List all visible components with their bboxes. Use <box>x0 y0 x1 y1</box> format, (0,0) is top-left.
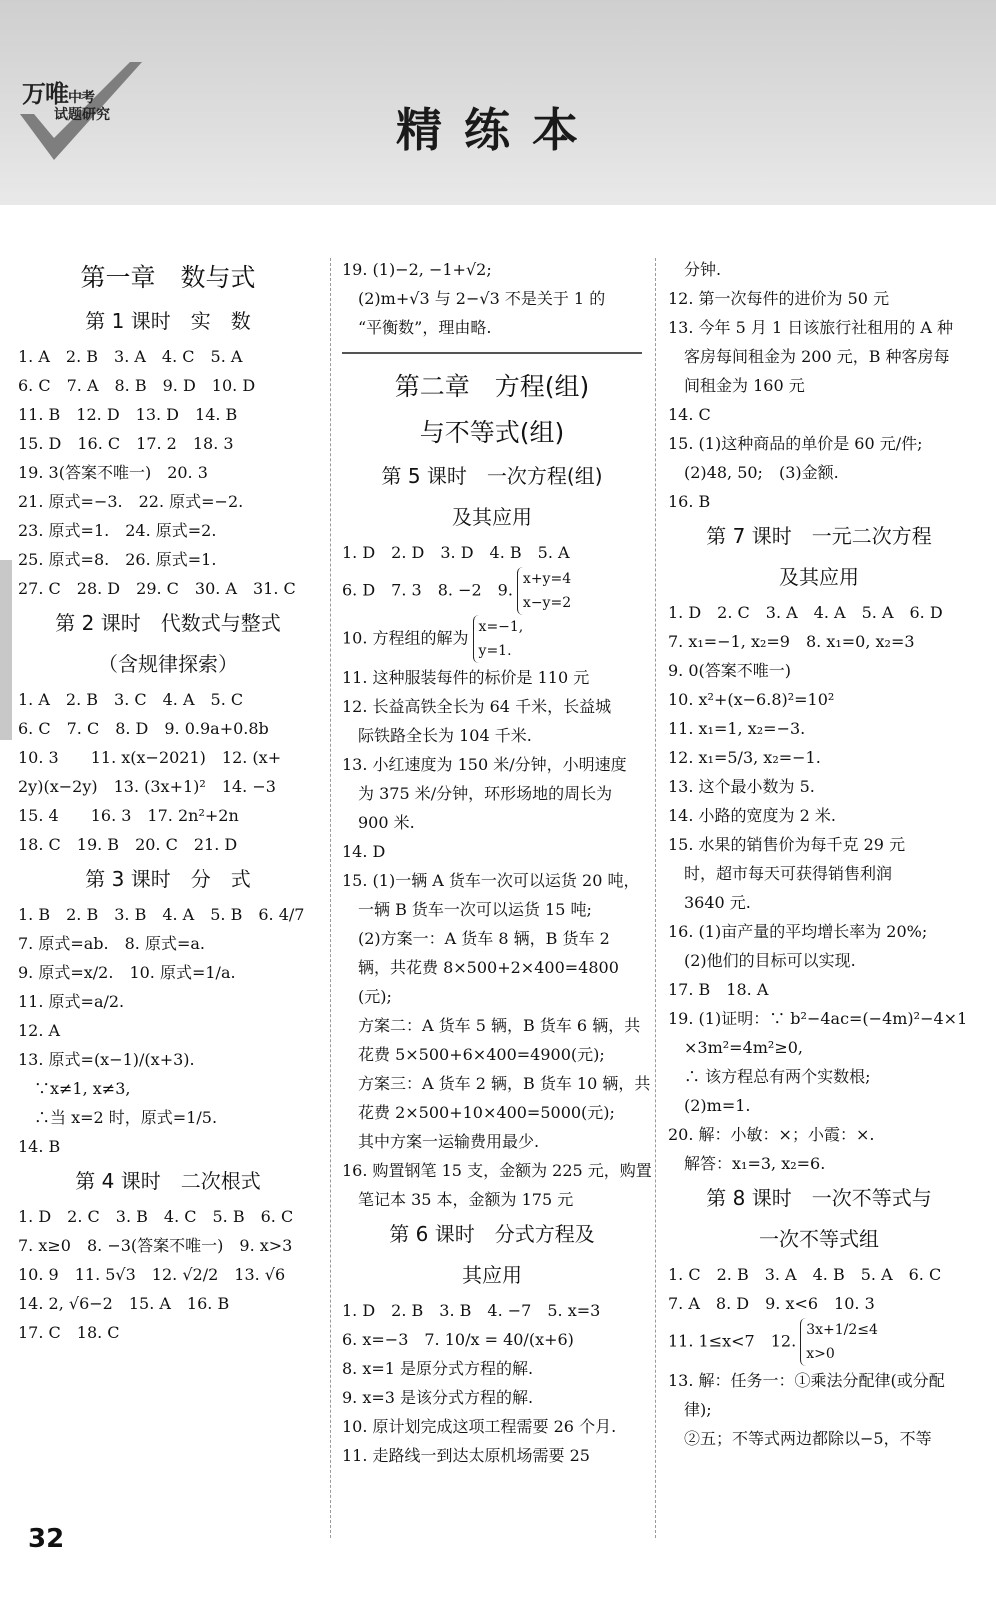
answer-line: 16. B <box>668 492 711 511</box>
logo-brand: 万唯 <box>22 80 68 108</box>
answer-line: 1. B 2. B 3. B 4. A 5. B 6. 4/7 <box>18 905 305 924</box>
answer-line: 1. A 2. B 3. A 4. C 5. A <box>18 347 243 366</box>
chapter-heading: 第一章 数与式 <box>80 263 256 292</box>
lesson-heading: 及其应用 <box>452 505 532 529</box>
lesson-heading: （含规律探索） <box>98 652 238 676</box>
answer-line: 18. C 19. B 20. C 21. D <box>18 835 238 854</box>
answer-column-1 <box>18 255 318 1347</box>
answer-line: 花费 5×500+6×400=4900(元); <box>342 1045 605 1064</box>
answer-line: 1. C 2. B 3. A 4. B 5. A 6. C <box>668 1265 942 1284</box>
answer-line: 间租金为 160 元 <box>668 376 805 395</box>
answer-line: 11. B 12. D 13. D 14. B <box>18 405 238 424</box>
equation-row: x−y=2 <box>522 595 572 611</box>
answer-line: 13. 今年 5 月 1 日该旅行社租用的 A 种 <box>668 318 953 337</box>
answer-line: 时，超市每天可获得销售利润 <box>668 864 893 883</box>
answer-line: 900 米. <box>342 813 415 832</box>
answer-line: 1. D 2. B 3. B 4. −7 5. x=3 <box>342 1301 601 1320</box>
answer-line: 12. A <box>18 1021 61 1040</box>
answer-line: 8. x=1 是原分式方程的解. <box>342 1359 534 1378</box>
answer-line: 3640 元. <box>668 893 751 912</box>
answer-line: 7. x≥0 8. −3(答案不唯一) 9. x>3 <box>18 1236 293 1255</box>
answer-line: 19. (1)证明：∵ b²−4ac=(−4m)²−4×1 <box>668 1009 968 1028</box>
lesson-heading: 第 8 课时 一次不等式与 <box>706 1186 932 1210</box>
chapter-heading: 第二章 方程(组) <box>394 372 590 401</box>
column-divider <box>655 258 657 1538</box>
logo-sub: 中考 <box>68 90 94 106</box>
answer-line: 15. (1)一辆 A 货车一次可以运货 20 吨， <box>342 871 640 890</box>
answer-line: (2)他们的目标可以实现. <box>668 951 856 970</box>
answer-line: 12. x₁=5/3, x₂=−1. <box>668 748 821 767</box>
answer-line: 15. 4 16. 3 17. 2n²+2n <box>18 806 239 825</box>
answer-line: ∴ 该方程总有两个实数根; <box>668 1067 871 1086</box>
answer-line: 律); <box>668 1400 712 1419</box>
equation-system <box>517 567 571 615</box>
answer-line: 7. 原式=ab. 8. 原式=a. <box>18 934 206 953</box>
answer-column-3 <box>668 255 970 1453</box>
answer-line: 25. 原式=8. 26. 原式=1. <box>18 550 217 569</box>
answer-line: 9. 原式=x/2. 10. 原式=1/a. <box>18 963 236 982</box>
equation-row: 3x+1/2≤4 <box>806 1322 878 1338</box>
lesson-heading: 第 5 课时 一次方程(组) <box>381 464 603 488</box>
answer-line: 1. D 2. D 3. D 4. B 5. A <box>342 543 570 562</box>
answer-line: 6. C 7. C 8. D 9. 0.9a+0.8b <box>18 719 269 738</box>
answer-line: 14. C <box>668 405 711 424</box>
answer-line: 12. 长益高铁全长为 64 千米，长益城 <box>342 697 612 716</box>
answer-line: 13. 解：任务一：①乘法分配律(或分配 <box>668 1371 945 1390</box>
answer-text: 10. 方程组的解为 <box>342 628 469 648</box>
answer-line <box>342 615 642 663</box>
answer-line <box>342 567 642 615</box>
answer-line: 15. (1)这种商品的单价是 60 元/件; <box>668 434 923 453</box>
answer-line: 12. 第一次每件的进价为 50 元 <box>668 289 890 308</box>
answer-line: 6. C 7. A 8. B 9. D 10. D <box>18 376 256 395</box>
answer-line: 11. x₁=1, x₂=−3. <box>668 719 806 738</box>
lesson-heading: 第 3 课时 分 式 <box>85 867 251 891</box>
lesson-heading: 其应用 <box>462 1263 522 1287</box>
answer-line: 10. x²+(x−6.8)²=10² <box>668 690 835 709</box>
answer-line: 13. 这个最小数为 5. <box>668 777 815 796</box>
answer-line: 27. C 28. D 29. C 30. A 31. C <box>18 579 296 598</box>
answer-line: 为 375 米/分钟，环形场地的周长为 <box>342 784 613 803</box>
answer-line: 14. 小路的宽度为 2 米. <box>668 806 836 825</box>
equation-row: x>0 <box>806 1346 835 1362</box>
equation-system <box>473 615 524 663</box>
page-header <box>0 0 996 205</box>
answer-text: 6. D 7. 3 8. −2 9. <box>342 580 513 600</box>
answer-line: 10. 3 11. x(x−2021) 12. (x+ <box>18 748 282 767</box>
answer-line: 16. 购置钢笔 15 支，金额为 225 元，购置 <box>342 1161 652 1180</box>
page-number: 32 <box>28 1524 65 1554</box>
answer-line: “平衡数”，理由略. <box>342 318 492 337</box>
equation-row: y=1. <box>478 643 512 659</box>
chapter-heading: 与不等式(组) <box>419 418 565 447</box>
answer-line: (元); <box>342 987 392 1006</box>
answer-line: 15. D 16. C 17. 2 18. 3 <box>18 434 234 453</box>
answer-line: 其中方案一运输费用最少. <box>342 1132 540 1151</box>
equation-row: x+y=4 <box>522 571 572 587</box>
answer-line: 14. B <box>18 1137 61 1156</box>
answer-line: ∴当 x=2 时，原式=1/5. <box>18 1108 218 1127</box>
equation-row: x=−1, <box>478 619 524 635</box>
answer-line: 9. x=3 是该分式方程的解. <box>342 1388 534 1407</box>
answer-line: 花费 2×500+10×400=5000(元); <box>342 1103 615 1122</box>
answer-line: 方案三：A 货车 2 辆，B 货车 10 辆，共 <box>342 1074 651 1093</box>
answer-line: 9. 0(答案不唯一) <box>668 661 792 680</box>
answer-line: 13. 小红速度为 150 米/分钟，小明速度 <box>342 755 627 774</box>
answer-line: (2)m=1. <box>668 1096 751 1115</box>
answer-line: 15. 水果的销售价为每千克 29 元 <box>668 835 906 854</box>
equation-system <box>800 1318 878 1366</box>
answer-line: ②五；不等式两边都除以−5，不等 <box>668 1429 932 1448</box>
lesson-heading: 第 1 课时 实 数 <box>85 309 251 333</box>
answer-line: 21. 原式=−3. 22. 原式=−2. <box>18 492 244 511</box>
logo-tagline: 试题研究 <box>54 107 110 123</box>
answer-line: 11. 原式=a/2. <box>18 992 125 1011</box>
answer-line: 13. 原式=(x−1)/(x+3). <box>18 1050 195 1069</box>
answer-line: 2y)(x−2y) 13. (3x+1)² 14. −3 <box>18 777 276 796</box>
lesson-heading: 一次不等式组 <box>759 1227 879 1251</box>
answer-line: 1. D 2. C 3. B 4. C 5. B 6. C <box>18 1207 294 1226</box>
answer-line: 17. B 18. A <box>668 980 769 999</box>
answer-line: 一辆 B 货车一次可以运货 15 吨; <box>342 900 592 919</box>
answer-line: 19. 3(答案不唯一) 20. 3 <box>18 463 208 482</box>
answer-line: 14. 2, √6−2 15. A 16. B <box>18 1294 230 1313</box>
answer-line: 分钟. <box>668 260 722 279</box>
answer-line: (2)方案一：A 货车 8 辆，B 货车 2 <box>342 929 610 948</box>
answer-line: 11. 走路线一到达太原机场需要 25 <box>342 1446 590 1465</box>
answer-line: ∵x≠1, x≠3, <box>18 1079 131 1098</box>
answer-line: 7. x₁=−1, x₂=9 8. x₁=0, x₂=3 <box>668 632 915 651</box>
answer-line: 客房每间租金为 200 元，B 种客房每 <box>668 347 950 366</box>
answer-line: 解答：x₁=3, x₂=6. <box>668 1154 826 1173</box>
answer-line: 17. C 18. C <box>18 1323 120 1342</box>
lesson-heading: 第 4 课时 二次根式 <box>75 1169 261 1193</box>
lesson-heading: 及其应用 <box>779 565 859 589</box>
answer-line: 23. 原式=1. 24. 原式=2. <box>18 521 217 540</box>
side-tab <box>0 560 12 740</box>
answer-line: 辆，共花费 8×500+2×400=4800 <box>342 958 619 977</box>
answer-line: 11. 这种服装每件的标价是 110 元 <box>342 668 590 687</box>
answer-line: 方案二：A 货车 5 辆，B 货车 6 辆，共 <box>342 1016 641 1035</box>
answer-line: 20. 解：小敏：×；小霞：×. <box>668 1125 875 1144</box>
answer-line: 1. D 2. C 3. A 4. A 5. A 6. D <box>668 603 943 622</box>
answer-line: ×3m²=4m²≥0, <box>668 1038 804 1057</box>
lesson-heading: 第 2 课时 代数式与整式 <box>55 611 281 635</box>
answer-line: 际铁路全长为 104 千米. <box>342 726 532 745</box>
answer-line: 19. (1)−2, −1+√2; <box>342 260 492 279</box>
column-divider <box>330 258 332 1538</box>
answer-line: 10. 9 11. 5√3 12. √2/2 13. √6 <box>18 1265 286 1284</box>
answer-line: (2)m+√3 与 2−√3 不是关于 1 的 <box>342 289 606 308</box>
answer-column-2 <box>342 255 652 1470</box>
answer-line: (2)48, 50; (3)金额. <box>668 463 839 482</box>
answer-line: 1. A 2. B 3. C 4. A 5. C <box>18 690 244 709</box>
answer-line: 6. x=−3 7. 10/x = 40/(x+6) <box>342 1330 574 1349</box>
page-title: 精练本 <box>396 103 600 157</box>
answer-line: 10. 原计划完成这项工程需要 26 个月. <box>342 1417 617 1436</box>
section-divider <box>342 352 642 354</box>
lesson-heading: 第 6 课时 分式方程及 <box>389 1222 595 1246</box>
answer-text: 11. 1≤x<7 12. <box>668 1331 797 1351</box>
answer-line: 16. (1)亩产量的平均增长率为 20%; <box>668 922 928 941</box>
answer-line: 7. A 8. D 9. x<6 10. 3 <box>668 1294 875 1313</box>
answer-line <box>668 1318 970 1366</box>
answer-line: 笔记本 35 本，金额为 175 元 <box>342 1190 574 1209</box>
answer-line: 14. D <box>342 842 386 861</box>
lesson-heading: 第 7 课时 一元二次方程 <box>706 524 932 548</box>
